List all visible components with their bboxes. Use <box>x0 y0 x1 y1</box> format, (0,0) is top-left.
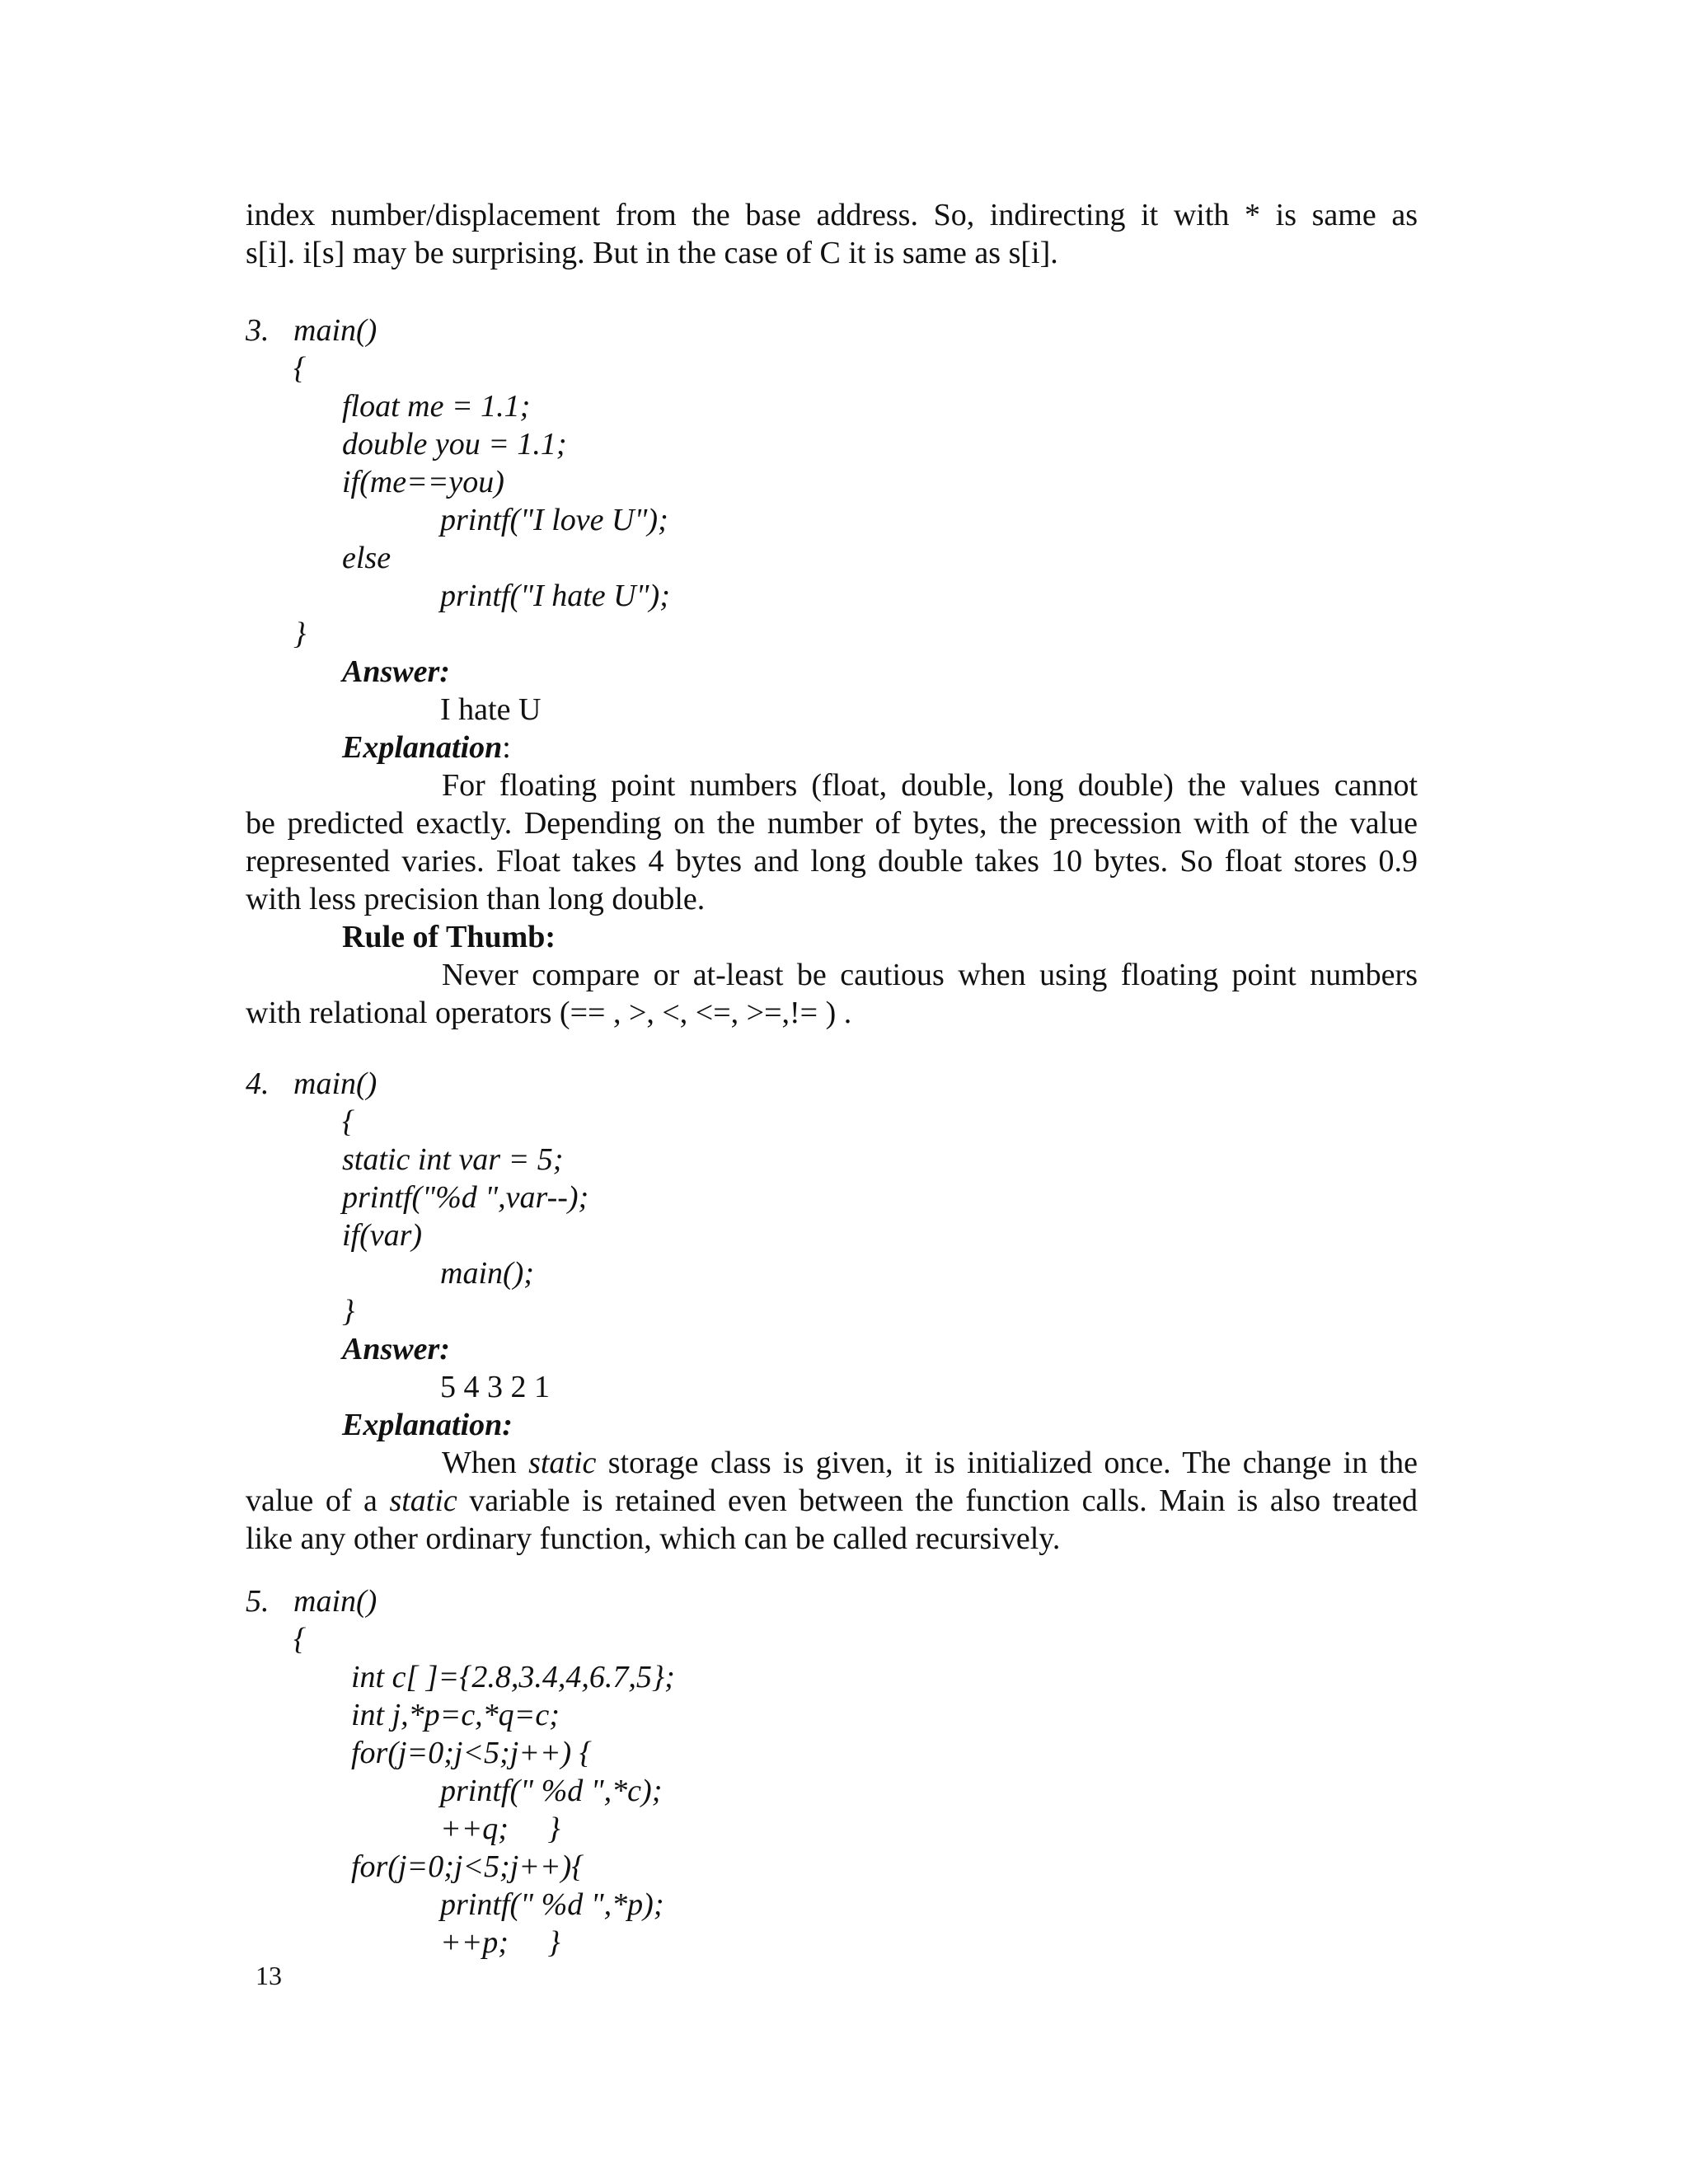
q4-close-brace: } <box>342 1294 355 1329</box>
q5-code-line: ++p; } <box>440 1925 560 1960</box>
q3-explanation-label: Explanation: <box>342 730 511 765</box>
q3-explanation-line: with less precision than long double. <box>246 882 706 916</box>
q4-code-line: if(var) <box>342 1218 423 1253</box>
q3-code-line: else <box>342 541 392 575</box>
q5-code-line: for(j=0;j<5;j++){ <box>351 1849 584 1884</box>
q3-code-line: float me = 1.1; <box>342 389 531 424</box>
q4-explanation-label: Explanation: <box>342 1408 513 1442</box>
intro-line-2: s[i]. i[s] may be surprising. But in the case of C it is same as s[i]. <box>246 236 1058 270</box>
q5-code-line: int c[ ]={2.8,3.4,4,6.7,5}; <box>351 1660 675 1694</box>
q4-number: 4. <box>246 1066 270 1101</box>
page-number: 13 <box>256 1961 282 1990</box>
q3-code-line: double you = 1.1; <box>342 427 567 462</box>
q3-open-brace: { <box>293 351 307 386</box>
q5-code-line: for(j=0;j<5;j++) { <box>351 1736 592 1770</box>
q4-explanation-line: like any other ordinary function, which can be called recursively. <box>246 1521 1061 1556</box>
q4-answer: 5 4 3 2 1 <box>440 1370 550 1404</box>
q5-number: 5. <box>246 1584 270 1619</box>
q3-header: main() <box>293 313 377 348</box>
q3-rule-label: Rule of Thumb: <box>342 920 556 954</box>
q3-close-brace: } <box>293 616 307 651</box>
q4-explanation-line: value of a static variable is retained even between the function calls. Main is also treated <box>246 1483 1418 1518</box>
q4-open-brace: { <box>342 1104 355 1139</box>
q5-open-brace: { <box>293 1622 307 1657</box>
q4-header: main() <box>293 1066 377 1101</box>
q3-code-line: printf("I hate U"); <box>440 579 670 613</box>
q5-code-line: printf(" %d ",*c); <box>440 1774 663 1808</box>
q5-header: main() <box>293 1584 377 1619</box>
q4-explanation-line: When static storage class is given, it is initialized once. The change in the <box>442 1446 1418 1480</box>
q4-answer-label: Answer: <box>342 1332 450 1366</box>
intro-line-1: index number/displacement from the base address. So, indirecting it with * is same as <box>246 198 1418 232</box>
q3-rule-line: with relational operators (== , >, <, <=, >=,!= ) . <box>246 996 852 1030</box>
q3-explanation-line: be predicted exactly. Depending on the number of bytes, the precession with of the value <box>246 806 1418 841</box>
q3-explanation-line: For floating point numbers (float, double, long double) the values cannot <box>442 768 1418 803</box>
q3-answer: I hate U <box>440 692 542 727</box>
q3-rule-line: Never compare or at-least be cautious when using floating point numbers <box>442 958 1418 992</box>
q3-answer-label: Answer: <box>342 654 450 689</box>
q3-code-line: if(me==you) <box>342 465 504 499</box>
q3-code-line: printf("I love U"); <box>440 503 668 537</box>
q5-code-line: ++q; } <box>440 1811 560 1846</box>
q4-code-line: main(); <box>440 1256 534 1291</box>
q5-code-line: printf(" %d ",*p); <box>440 1887 664 1922</box>
q3-explanation-line: represented varies. Float takes 4 bytes and long double takes 10 bytes. So float stores 0.9 <box>246 844 1418 879</box>
q4-code-line: printf("%d ",var--); <box>342 1180 589 1215</box>
q4-code-line: static int var = 5; <box>342 1142 564 1177</box>
q5-code-line: int j,*p=c,*q=c; <box>351 1698 560 1732</box>
q3-number: 3. <box>246 313 270 348</box>
